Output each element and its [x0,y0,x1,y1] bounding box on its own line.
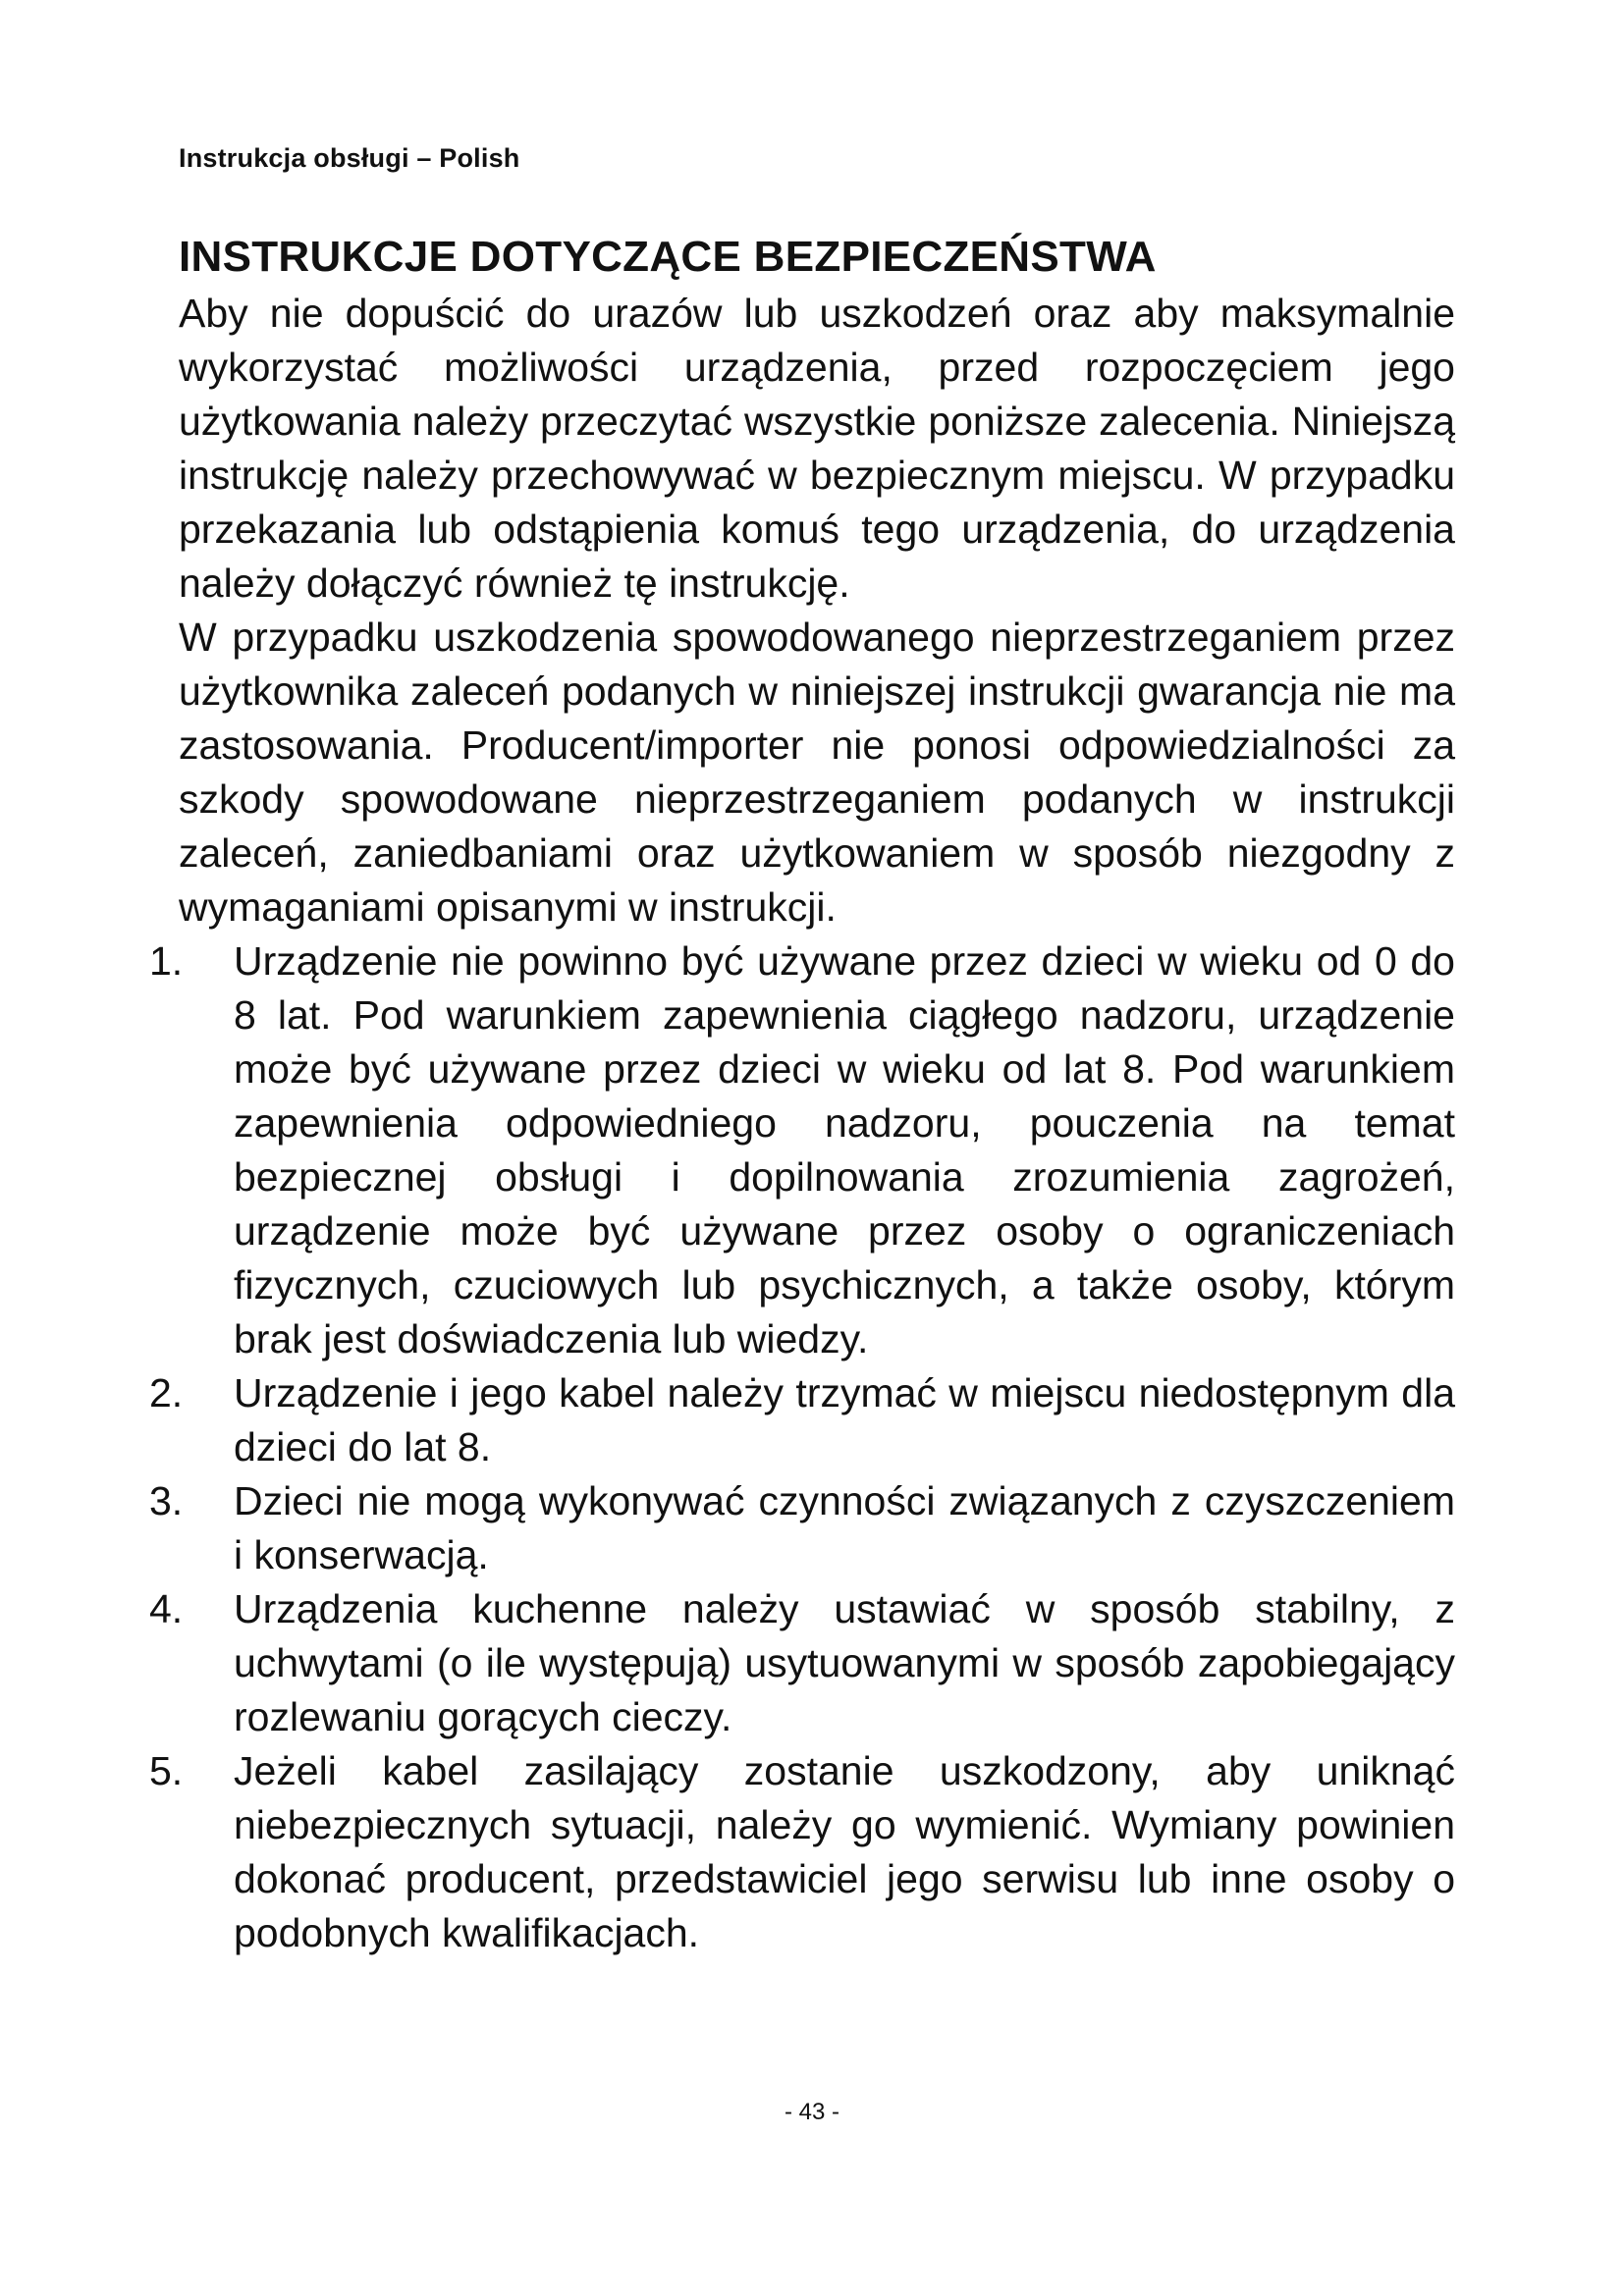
list-item-text: Dzieci nie mogą wykonywać czynności związanych z czyszczeniem i konserwacją. [234,1478,1455,1577]
page-number: - 43 - [784,2099,839,2125]
list-item [149,1582,1455,1744]
list-item-number: 3. [149,1478,184,1523]
warranty-paragraph: W przypadku uszkodzenia spowodowanego nieprzestrzeganiem przez użytkownika zaleceń podanych w niniejszej instrukcji gwarancja nie ma zastosowania. Producent/importer nie ponosi odpowiedzialności za szkody spowodowane nieprzestrzeganiem podanych w instrukcji zaleceń, zaniedbaniami oraz użytkowaniem w sposób niezgodny z wymaganiami opisanymi w instrukcji. [179,614,1455,930]
list-item [149,1366,1455,1474]
list-item-number: 5. [149,1748,184,1793]
list-item [149,934,1455,1366]
list-item-number: 1. [149,938,184,984]
list-item-text: Jeżeli kabel zasilający zostanie uszkodzony, aby uniknąć niebezpiecznych sytuacji, należy go wymienić. Wymiany powinien dokonać producent, przedstawiciel jego serwisu lub inne osoby o podobnych kwalifikacjach. [234,1748,1455,1955]
section-title: INSTRUKCJE DOTYCZĄCE BEZPIECZEŃSTWA [179,233,1157,281]
intro-paragraph: Aby nie dopuścić do urazów lub uszkodzeń oraz aby maksymalnie wykorzystać możliwości urządzenia, przed rozpoczęciem jego użytkowania należy przeczytać wszystkie poniższe zalecenia. Niniejszą instrukcję należy przechowywać w bezpiecznym miejscu. W przypadku przekazania lub odstąpienia komuś tego urządzenia, do urządzenia należy dołączyć również tę instrukcję. [179,291,1455,606]
safety-instructions-list [149,934,1455,1960]
running-header: Instrukcja obsługi – Polish [179,143,520,173]
list-item-number: 4. [149,1586,184,1631]
list-item-text: Urządzenie nie powinno być używane przez dzieci w wieku od 0 do 8 lat. Pod warunkiem zapewnienia ciągłego nadzoru, urządzenie może być używane przez dzieci w wieku od lat 8. Pod warunkiem zapewnienia odpowiedniego nadzoru, pouczenia na temat bezpiecznej obsługi i dopilnowania zrozumienia zagrożeń, urządzenie może być używane przez osoby o ograniczeniach fizycznych, czuciowych lub psychicznych, a także osoby, którym brak jest doświadczenia lub wiedzy. [234,938,1455,1362]
page-content [149,228,1455,1960]
list-item [149,1744,1455,1960]
list-item-number: 2. [149,1370,184,1415]
list-item [149,1474,1455,1582]
list-item-text: Urządzenie i jego kabel należy trzymać w miejscu niedostępnym dla dzieci do lat 8. [234,1370,1455,1469]
list-item-text: Urządzenia kuchenne należy ustawiać w sposób stabilny, z uchwytami (o ile występują) usytuowanymi w sposób zapobiegający rozlewaniu gorących cieczy. [234,1586,1455,1739]
